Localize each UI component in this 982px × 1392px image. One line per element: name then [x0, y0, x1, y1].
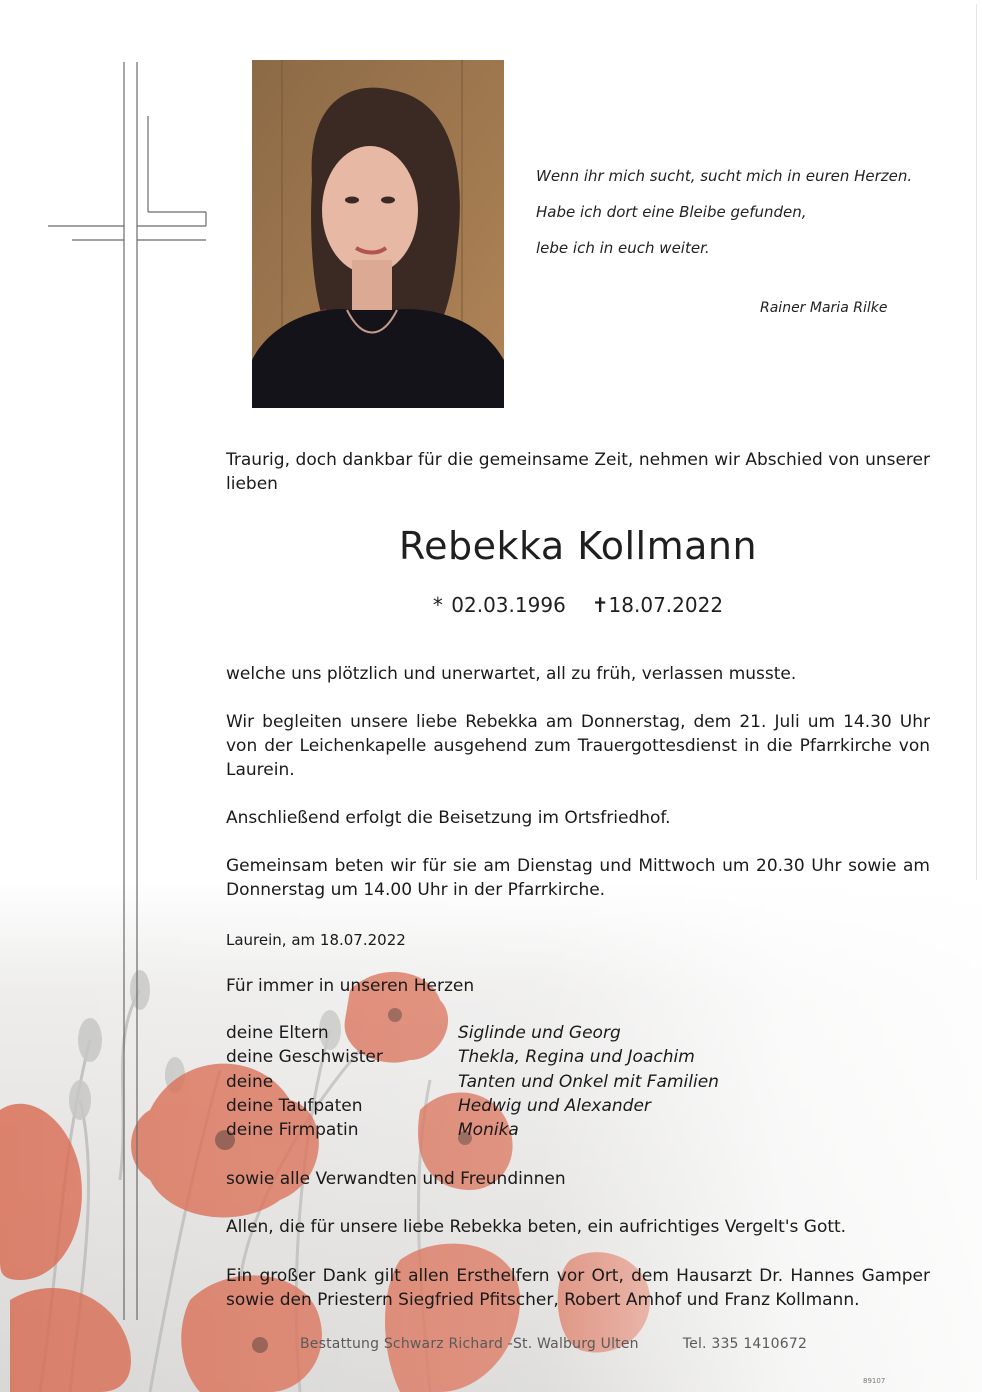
- paragraph-prayers: Gemeinsam beten wir für sie am Dienstag und Mittwoch um 20.30 Uhr sowie am Donnerstag um 14.00 Uhr in der Pfarrkirche.: [226, 856, 930, 900]
- paragraph-funeral: Wir begleiten unsere liebe Rebekka am Donnerstag, dem 21. Juli um 14.30 Uhr von der Leichenkapelle ausgehend zum Trauergottesdienst in die Pfarrkirche von Laurein.: [226, 712, 930, 780]
- prayer-thanks: Allen, die für unsere liebe Rebekka beten, ein aufrichtiges Vergelt's Gott.: [226, 1217, 847, 1237]
- mourner-names: Siglinde und Georg: [458, 1023, 621, 1043]
- mourner-names: Monika: [458, 1120, 519, 1141]
- mourner-relation: deine Firmpatin: [226, 1120, 359, 1141]
- paragraph-passing: welche uns plötzlich und unerwartet, all zu früh, verlassen musste.: [226, 664, 797, 684]
- undertaker-name: Bestattung Schwarz Richard -St. Walburg Ulten: [300, 1336, 639, 1352]
- forever-line: Für immer in unseren Herzen: [226, 976, 475, 996]
- mourner-relation: deine Taufpaten: [226, 1095, 363, 1116]
- quote: [536, 158, 956, 266]
- deceased-name: Rebekka Kollmann: [398, 524, 758, 568]
- paragraph-burial: Anschließend erfolgt die Beisetzung im Ortsfriedhof.: [226, 808, 671, 828]
- mourner-relation: deine Eltern: [226, 1023, 329, 1043]
- helpers-thanks: Ein großer Dank gilt allen Ersthelfern vor Ort, dem Hausarzt Dr. Hannes Gamper sowie den Priestern Siegfried Pfitscher, Robert Amhof und Franz Kollmann.: [226, 1266, 930, 1310]
- list-item: [226, 1070, 719, 1094]
- portrait-photo: [252, 60, 504, 408]
- quote-author: Rainer Maria Rilke: [760, 300, 888, 316]
- life-dates: [226, 593, 930, 617]
- mourner-relation: deine: [226, 1071, 274, 1092]
- quote-line: Wenn ihr mich sucht, sucht mich in euren Herzen.: [536, 167, 913, 185]
- undertaker-phone: Tel. 335 1410672: [682, 1336, 808, 1352]
- place-date: Laurein, am 18.07.2022: [226, 931, 406, 949]
- mourners-list: [226, 1021, 719, 1142]
- list-item: [226, 1045, 719, 1069]
- cross-icon: [0, 0, 230, 1392]
- mourner-relation: deine Geschwister: [226, 1047, 383, 1068]
- death-date: ✝18.07.2022: [591, 593, 724, 617]
- footer: [300, 1336, 807, 1352]
- list-item: [226, 1094, 719, 1118]
- list-item: [226, 1118, 719, 1142]
- intro-text: Traurig, doch dankbar für die gemeinsame Zeit, nehmen wir Abschied von unserer lieben: [226, 450, 930, 494]
- mourner-names: Hedwig und Alexander: [458, 1095, 651, 1116]
- print-code: 89107: [863, 1377, 886, 1385]
- list-item: [226, 1021, 719, 1045]
- quote-line: Habe ich dort eine Bleibe gefunden,: [536, 203, 807, 221]
- mourner-names: Thekla, Regina und Joachim: [458, 1047, 695, 1068]
- mourner-names: Tanten und Onkel mit Familien: [458, 1071, 719, 1092]
- birth-date: * 02.03.1996: [432, 593, 566, 617]
- quote-line: lebe ich in euch weiter.: [536, 239, 710, 257]
- relatives-line: sowie alle Verwandten und Freundinnen: [226, 1169, 566, 1189]
